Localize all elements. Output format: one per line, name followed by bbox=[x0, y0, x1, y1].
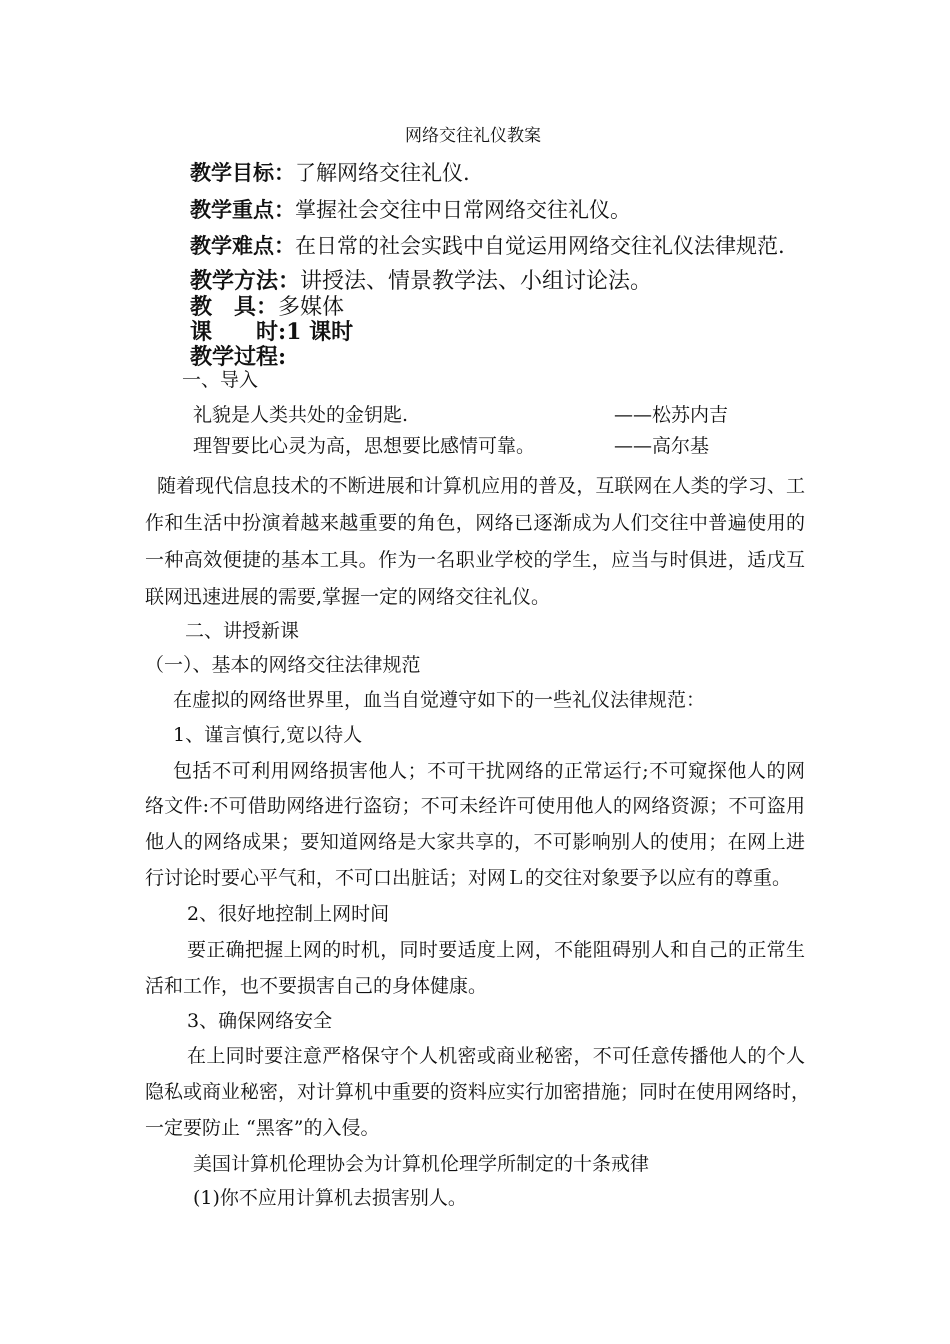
teaching-method-label: 教学方法： bbox=[190, 268, 301, 294]
item2-line: 活和工作，也不要损害自己的身体健康。 bbox=[145, 975, 488, 997]
section2-heading: 二、讲授新课 bbox=[185, 620, 300, 642]
item3-line: 在上同时要注意严格保守个人机密或商业秘密，不可任意传播他人的个人 bbox=[187, 1045, 805, 1067]
teaching-key-point bbox=[190, 199, 631, 221]
section2-subheading: （一）、基本的网络交往法律规范 bbox=[145, 654, 421, 676]
teaching-tools-label: 教 具： bbox=[190, 294, 279, 320]
teaching-method bbox=[190, 270, 652, 293]
item1-line: 包括不可利用网络损害他人；不可干扰网络的正常运行;不可窥探他人的网 bbox=[173, 760, 805, 782]
ethics-item-1: (1)你不应用计算机去损害别人。 bbox=[193, 1187, 467, 1209]
teaching-objective-text: 了解网络交往礼仪. bbox=[295, 161, 470, 185]
item1-line: 行讨论时要心平气和，不可口出脏话；对网Ｌ的交往对象要予以应有的尊重。 bbox=[145, 867, 792, 889]
quote1-author: ——松苏内吉 bbox=[614, 404, 729, 426]
item2-title: 2、很好地控制上网时间 bbox=[187, 903, 390, 925]
teaching-objective-label: 教学目标： bbox=[190, 160, 295, 185]
teaching-process-label: 教学过程: bbox=[190, 344, 287, 370]
teaching-key-point-text: 掌握社会交往中日常网络交往礼仪。 bbox=[295, 198, 631, 222]
section1-heading: 一、导入 bbox=[182, 369, 259, 391]
item3-line: 一定要防止 “黑客”的入侵。 bbox=[145, 1117, 380, 1139]
item3-title: 3、确保网络安全 bbox=[187, 1010, 333, 1032]
class-hours bbox=[190, 321, 353, 343]
page-title: 网络交往礼仪教案 bbox=[405, 126, 541, 146]
teaching-key-point-label: 教学重点： bbox=[190, 197, 295, 222]
item3-line: 隐私或商业秘密，对计算机中重要的资料应实行加密措施；同时在使用网络时， bbox=[145, 1081, 811, 1103]
quote2-author: ——高尔基 bbox=[614, 435, 710, 457]
teaching-method-text: 讲授法、情景教学法、小组讨论法。 bbox=[300, 269, 653, 294]
ethics-title: 美国计算机伦理协会为计算机伦理学所制定的十条戒律 bbox=[193, 1153, 650, 1175]
quote2-text: 理智要比心灵为高，思想要比感情可靠。 bbox=[193, 435, 536, 457]
item1-line: 他人的网络成果；要知道网络是大家共享的，不可影响别人的使用；在网上进 bbox=[145, 831, 805, 853]
intro-paragraph-line: 随着现代信息技术的不断进展和计算机应用的普及，互联网在人类的学习、工 bbox=[157, 475, 805, 497]
intro-paragraph-line: 联网迅速进展的需要,掌握一定的网络交往礼仪。 bbox=[145, 586, 551, 608]
class-hours-label: 课 时: bbox=[190, 319, 287, 345]
teaching-difficulty bbox=[190, 235, 785, 257]
item1-title: 1、谨言慎行,宽以待人 bbox=[173, 724, 363, 746]
intro-paragraph-line: 作和生活中扮演着越来越重要的角色，网络已逐渐成为人们交往中普遍使用的 bbox=[145, 512, 805, 534]
quote1-text: 礼貌是人类共处的金钥匙. bbox=[193, 404, 409, 426]
teaching-difficulty-label: 教学难点： bbox=[190, 233, 295, 258]
teaching-difficulty-text: 在日常的社会实践中自觉运用网络交往礼仪法律规范. bbox=[295, 234, 785, 258]
intro-paragraph-line: 一种高效便捷的基本工具。作为一名职业学校的学生，应当与时俱进，适戊互 bbox=[145, 549, 805, 571]
item2-line: 要正确把握上网的时机，同时要适度上网，不能阻碍别人和自己的正常生 bbox=[187, 939, 805, 961]
teaching-tools bbox=[190, 296, 344, 319]
class-hours-text: 1 课时 bbox=[286, 319, 354, 345]
teaching-tools-text: 多媒体 bbox=[278, 295, 345, 320]
item1-line: 络文件:不可借助网络进行盗窃；不可未经许可使用他人的网络资源；不可盗用 bbox=[145, 795, 805, 817]
teaching-objective bbox=[190, 162, 470, 184]
section2-intro: 在虚拟的网络世界里，血当自觉遵守如下的一些礼仪法律规范： bbox=[173, 689, 706, 711]
